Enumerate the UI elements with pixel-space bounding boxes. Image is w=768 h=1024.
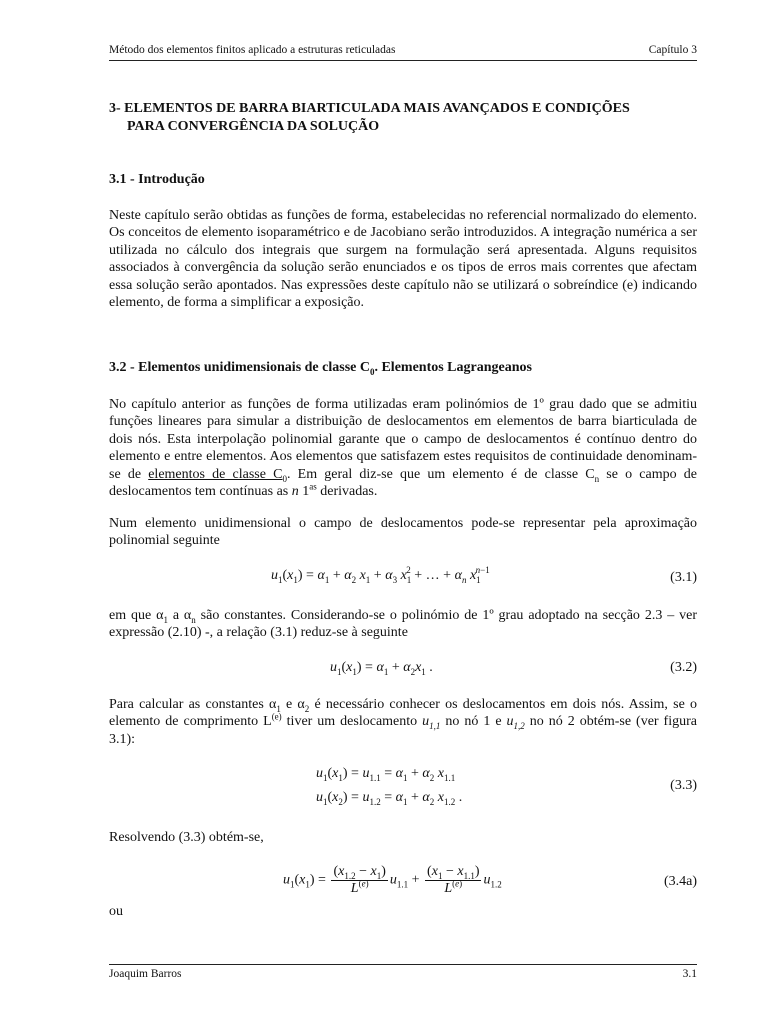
equation-3-3-line2: $u_1(x_2) = u_{1.2} = \alpha_1 + \alpha_2$ $x_{1.2}$ . bbox=[316, 790, 463, 807]
lagrange-paragraph-6: ou bbox=[109, 904, 123, 919]
class-c0-term: elementos de classe $C_0$ bbox=[148, 466, 287, 484]
chapter-title bbox=[109, 100, 697, 136]
footer-author: Joaquim Barros bbox=[109, 968, 182, 980]
equation-3-2 bbox=[109, 658, 697, 680]
lagrange-paragraph-3: em que $\alpha_1$ a $\alpha_n$ são constantes. Considerando-se o polinómio de 1º grau adoptado na secção 2.3 – ver expressão (2.10) -, a relação (3.1) reduz-se à seguinte bbox=[109, 608, 697, 641]
fraction-2: $\frac{(x_1 - x_{1.1})}{L^{(e)}}$ bbox=[427, 864, 480, 896]
equation-3-2-number: (3.2) bbox=[670, 660, 697, 675]
running-footer bbox=[109, 964, 697, 983]
equation-3-4a-expression: $u_1(x_1)$ = $\frac{(x_{1.2} - x_1)}{L^{(e)}}$ $u_{1.1}$ + $\frac{(x_1 - x_{1.1})}{L^{(e)}}$ $u_{1.2}$ bbox=[283, 864, 502, 896]
equation-3-1-number: (3.1) bbox=[670, 570, 697, 585]
equation-3-4a-number: (3.4a) bbox=[663, 874, 697, 889]
chapter-title-line2: PARA CONVERGÊNCIA DA SOLUÇÃO bbox=[127, 119, 380, 134]
fraction-1: $\frac{(x_{1.2} - x_1)}{L^{(e)}}$ bbox=[333, 864, 386, 896]
lagrange-paragraph-2: Num elemento unidimensional o campo de deslocamentos pode-se representar pela aproximação polinomial seguinte bbox=[109, 516, 697, 549]
equation-3-4a bbox=[109, 860, 697, 904]
section-heading-intro: 3.1 - Introdução bbox=[109, 172, 205, 187]
equation-3-1-expression: $u_1(x_1) = \alpha_1 + \alpha_2$ $x_1 + \alpha_3$ $x_1^2$ + … + $\alpha_n$ $x_1^{n-1}$ bbox=[271, 565, 490, 585]
chapter-title-line1: 3- ELEMENTOS DE BARRA BIARTICULADA MAIS AVANÇADOS E CONDIÇÕES bbox=[109, 101, 630, 116]
lagrange-paragraph-4: Para calcular as constantes $\alpha_1$ e $\alpha_2$ é necessário conhecer os deslocamentos em dois nós. Assim, se o elemento de comprimento $L^{(e)}$ tiver um deslocamento $u_{1,1}$ no nó 1 e $u_{1,2}$ no nó 2 obtém-se (ver figura 3.1): bbox=[109, 697, 697, 747]
equation-3-1 bbox=[109, 566, 697, 588]
equation-3-2-expression: $u_1(x_1) = \alpha_1 + \alpha_2x_1$ . bbox=[330, 660, 433, 677]
equation-3-3-number: (3.3) bbox=[670, 778, 697, 793]
lagrange-paragraph-1: No capítulo anterior as funções de forma utilizadas eram polinómios de 1º grau dado que se admitiu funções lineares para simular a distribuição de deslocamentos em elementos de barra biarticulada de dois nós. Esta interpolação polinomial garante que o campo de deslocamentos é contínuo dentro do elemento e entre elementos. Aos elementos que satisfazem estes requisitos de continuidade denominam-se de elementos de classe $C_0$. Em geral diz-se que um elemento é de classe $C_n$ se o campo de deslocamentos tem contínuas as n $1^{as}$ derivadas. bbox=[109, 397, 697, 500]
equation-3-3-line1: $u_1(x_1) = u_{1.1} = \alpha_1 + \alpha_2$ $x_{1.1}$ bbox=[316, 766, 456, 783]
equation-3-3 bbox=[109, 764, 697, 810]
header-chapter: Capítulo 3 bbox=[648, 44, 697, 56]
footer-page-number: 3.1 bbox=[682, 968, 697, 980]
lagrange-paragraph-5: Resolvendo (3.3) obtém-se, bbox=[109, 830, 264, 845]
running-header bbox=[109, 44, 697, 61]
section-heading-lagrange: 3.2 - Elementos unidimensionais de classe $C_0$. Elementos Lagrangeanos bbox=[109, 360, 532, 377]
header-title: Método dos elementos finitos aplicado a estruturas reticuladas bbox=[109, 44, 396, 56]
intro-paragraph: Neste capítulo serão obtidas as funções de forma, estabelecidas no referencial normalizado do elemento. Os conceitos de elemento isoparamétrico e de Jacobiano serão introduzidos. A integração numérica a ser utilizada no cálculo dos integrais que surgem na formulação será apresentada. Alguns requisitos associados à convergência da solução serão enunciados e os tipos de erros mais correntes que afectam essa solução serão apontados. Nas expressões deste capítulo não se utilizará o sobreíndice (e) indicando elemento, de forma a simplificar a exposição. bbox=[109, 208, 697, 311]
